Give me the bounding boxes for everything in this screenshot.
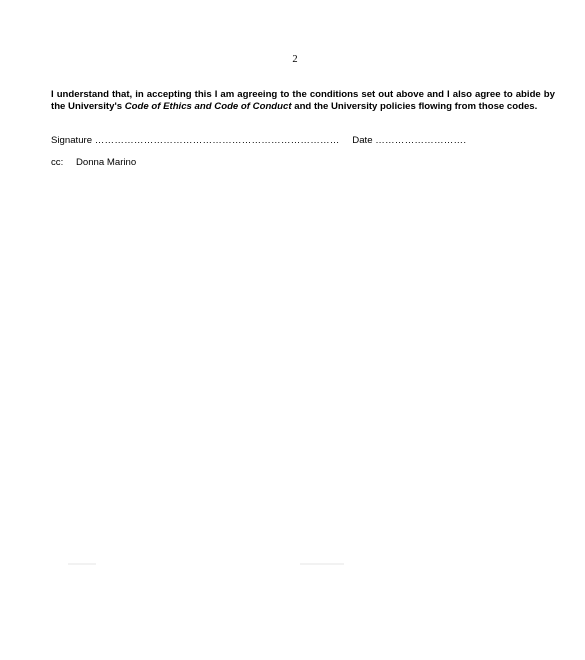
page-number: 2 — [292, 54, 298, 65]
cc-line — [51, 157, 136, 169]
signature-label: Signature — [51, 135, 93, 146]
declaration-paragraph — [51, 89, 555, 113]
signature-blank: ………………………………………………………………… — [94, 135, 340, 146]
cc-recipient: Donna Marino — [75, 157, 137, 168]
date-blank: ………………………. — [375, 135, 467, 146]
faint-bleedthrough-marks — [68, 563, 358, 566]
code-of-ethics-reference: Code of Ethics and Code of Conduct — [124, 101, 292, 112]
declaration-text-start: I understand that, in accepting this I am agreeing to the conditions set out above and I also agree to abide by the University's — [51, 89, 555, 112]
date-label: Date — [352, 135, 373, 146]
cc-label: cc: — [51, 157, 64, 168]
signature-date-line — [51, 135, 571, 147]
declaration-text-end: and the University policies flowing from those codes. — [291, 101, 538, 112]
